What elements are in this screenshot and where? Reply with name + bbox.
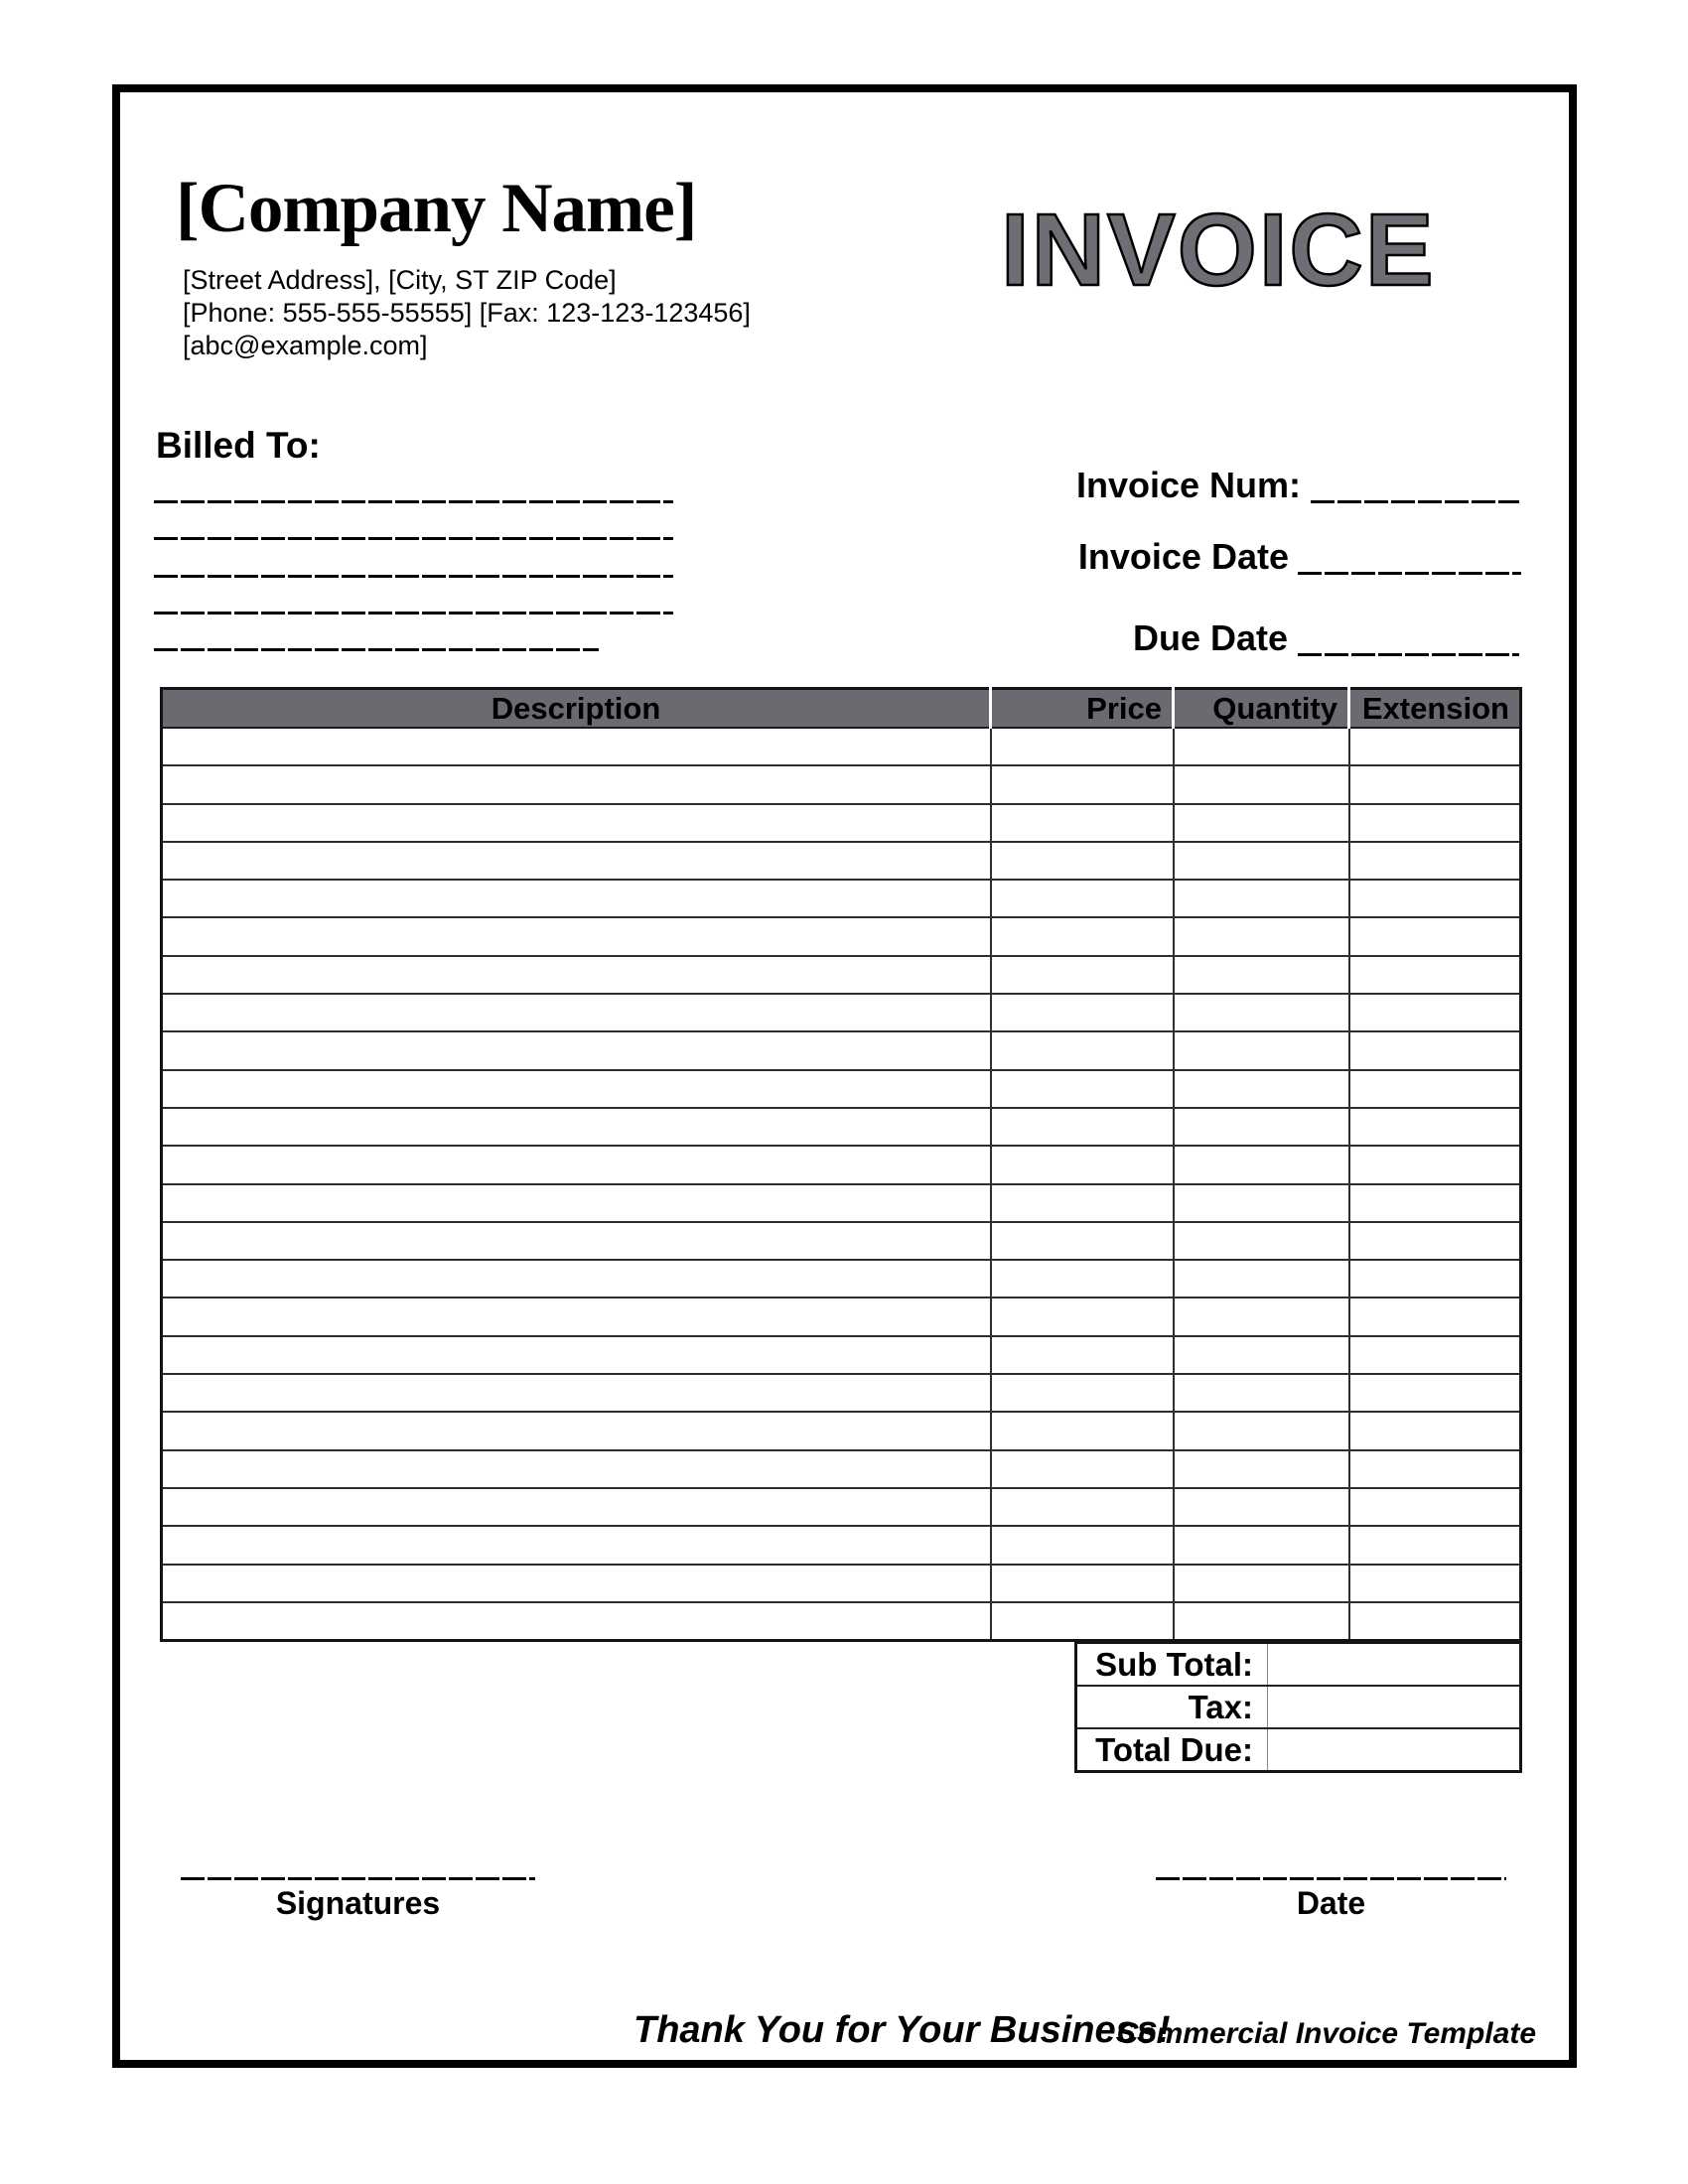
- totals-label-0: Sub Total:: [1076, 1643, 1268, 1687]
- billed-to-line-3[interactable]: [154, 575, 673, 578]
- table-cell-empty[interactable]: [162, 1146, 991, 1183]
- column-header-price: Price: [991, 689, 1174, 729]
- table-cell-empty[interactable]: [1349, 880, 1521, 917]
- table-cell-empty[interactable]: [1174, 1488, 1349, 1526]
- table-cell-empty[interactable]: [1174, 1336, 1349, 1374]
- table-cell-empty[interactable]: [991, 1297, 1174, 1335]
- table-row: [162, 1031, 1521, 1069]
- due-date-line[interactable]: [1298, 653, 1519, 656]
- table-cell-empty[interactable]: [1349, 842, 1521, 880]
- table-cell-empty[interactable]: [162, 917, 991, 955]
- table-cell-empty[interactable]: [1174, 1297, 1349, 1335]
- table-cell-empty[interactable]: [991, 1412, 1174, 1449]
- date-line[interactable]: [1156, 1877, 1506, 1880]
- table-cell-empty[interactable]: [162, 1374, 991, 1412]
- table-cell-empty[interactable]: [162, 880, 991, 917]
- table-cell-empty[interactable]: [991, 1488, 1174, 1526]
- table-cell-empty[interactable]: [1174, 1260, 1349, 1297]
- table-cell-empty[interactable]: [1349, 1336, 1521, 1374]
- table-cell-empty[interactable]: [991, 765, 1174, 803]
- company-address: [183, 264, 751, 362]
- table-cell-empty[interactable]: [991, 1146, 1174, 1183]
- table-cell-empty[interactable]: [991, 804, 1174, 842]
- table-cell-empty[interactable]: [1349, 994, 1521, 1031]
- table-row: [162, 765, 1521, 803]
- table-cell-empty[interactable]: [991, 1374, 1174, 1412]
- table-cell-empty[interactable]: [1349, 1374, 1521, 1412]
- table-cell-empty[interactable]: [162, 1070, 991, 1108]
- table-row: [162, 1602, 1521, 1641]
- table-cell-empty[interactable]: [162, 1565, 991, 1602]
- table-cell-empty[interactable]: [162, 1488, 991, 1526]
- table-cell-empty[interactable]: [162, 1222, 991, 1260]
- table-cell-empty[interactable]: [991, 1450, 1174, 1488]
- totals-value-1[interactable]: [1268, 1686, 1521, 1728]
- table-cell-empty[interactable]: [1174, 1602, 1349, 1641]
- due-date-label: Due Date: [1132, 617, 1288, 658]
- table-cell-empty[interactable]: [1174, 880, 1349, 917]
- table-cell-empty[interactable]: [991, 1602, 1174, 1641]
- table-cell-empty[interactable]: [162, 1108, 991, 1146]
- table-cell-empty[interactable]: [1174, 728, 1349, 765]
- table-row: [162, 1146, 1521, 1183]
- table-cell-empty[interactable]: [1174, 1222, 1349, 1260]
- table-cell-empty[interactable]: [162, 1526, 991, 1564]
- table-row: [162, 1488, 1521, 1526]
- invoice-title: INVOICE: [1001, 193, 1436, 307]
- column-header-extension: Extension: [1349, 689, 1521, 729]
- table-row: [162, 1070, 1521, 1108]
- footer-template-name: Commercial Invoice Template: [1116, 2017, 1536, 2050]
- table-cell-empty[interactable]: [991, 956, 1174, 994]
- table-cell-empty[interactable]: [1174, 1412, 1349, 1449]
- table-row: [162, 1184, 1521, 1222]
- table-cell-empty[interactable]: [1174, 1374, 1349, 1412]
- table-row: [162, 956, 1521, 994]
- table-cell-empty[interactable]: [162, 842, 991, 880]
- table-cell-empty[interactable]: [162, 1297, 991, 1335]
- totals-value-0[interactable]: [1268, 1643, 1521, 1687]
- items-table: [160, 687, 1522, 1642]
- company-name: [Company Name]: [176, 170, 697, 247]
- table-cell-empty[interactable]: [1174, 994, 1349, 1031]
- table-cell-empty[interactable]: [1174, 1070, 1349, 1108]
- totals-label-1: Tax:: [1076, 1686, 1268, 1728]
- table-row: [162, 804, 1521, 842]
- billed-to-line-5[interactable]: [154, 648, 599, 651]
- table-cell-empty[interactable]: [162, 1412, 991, 1449]
- footer-thank-you: Thank You for Your Business!: [633, 2009, 1171, 2051]
- column-header-quantity: Quantity: [1174, 689, 1349, 729]
- table-cell-empty[interactable]: [991, 1336, 1174, 1374]
- table-cell-empty[interactable]: [1174, 1108, 1349, 1146]
- table-cell-empty[interactable]: [991, 880, 1174, 917]
- table-cell-empty[interactable]: [1174, 1450, 1349, 1488]
- billed-to-line-4[interactable]: [154, 612, 673, 614]
- table-cell-empty[interactable]: [1349, 765, 1521, 803]
- date-label: Date: [1296, 1885, 1366, 1921]
- table-cell-empty[interactable]: [991, 1526, 1174, 1564]
- table-cell-empty[interactable]: [991, 1260, 1174, 1297]
- company-address-line1: [Street Address], [City, ST ZIP Code]: [183, 265, 617, 295]
- table-cell-empty[interactable]: [162, 956, 991, 994]
- billed-to-line-2[interactable]: [154, 537, 673, 540]
- table-cell-empty[interactable]: [162, 1260, 991, 1297]
- table-cell-empty[interactable]: [991, 1108, 1174, 1146]
- totals-row: [1076, 1728, 1521, 1772]
- table-cell-empty[interactable]: [991, 994, 1174, 1031]
- table-row: [162, 1297, 1521, 1335]
- table-row: [162, 1412, 1521, 1449]
- table-cell-empty[interactable]: [1349, 1602, 1521, 1641]
- table-cell-empty[interactable]: [1174, 917, 1349, 955]
- table-cell-empty[interactable]: [991, 1031, 1174, 1069]
- table-cell-empty[interactable]: [991, 842, 1174, 880]
- totals-row: [1076, 1643, 1521, 1687]
- totals-table: [1074, 1641, 1522, 1773]
- table-row: [162, 917, 1521, 955]
- invoice-date-line[interactable]: [1298, 572, 1521, 575]
- totals-label-2: Total Due:: [1076, 1728, 1268, 1772]
- table-row: [162, 1374, 1521, 1412]
- table-cell-empty[interactable]: [1349, 956, 1521, 994]
- column-header-description: Description: [162, 689, 991, 729]
- table-cell-empty[interactable]: [1349, 1222, 1521, 1260]
- invoice-num-line[interactable]: [1311, 500, 1519, 503]
- table-cell-empty[interactable]: [1349, 1108, 1521, 1146]
- table-row: [162, 728, 1521, 765]
- company-address-line3: [abc@example.com]: [183, 331, 428, 360]
- table-cell-empty[interactable]: [1349, 728, 1521, 765]
- invoice-num-label: Invoice Num:: [1075, 465, 1301, 505]
- table-cell-empty[interactable]: [991, 728, 1174, 765]
- table-cell-empty[interactable]: [162, 1184, 991, 1222]
- table-cell-empty[interactable]: [162, 728, 991, 765]
- table-cell-empty[interactable]: [162, 1031, 991, 1069]
- billed-to-label: Billed To:: [156, 425, 321, 466]
- table-cell-empty[interactable]: [1174, 1526, 1349, 1564]
- table-cell-empty[interactable]: [1349, 1450, 1521, 1488]
- table-cell-empty[interactable]: [1174, 1565, 1349, 1602]
- table-cell-empty[interactable]: [162, 1450, 991, 1488]
- table-cell-empty[interactable]: [1174, 1031, 1349, 1069]
- table-row: [162, 1222, 1521, 1260]
- table-cell-empty[interactable]: [1349, 1070, 1521, 1108]
- table-cell-empty[interactable]: [1349, 1412, 1521, 1449]
- table-cell-empty[interactable]: [162, 1602, 991, 1641]
- table-cell-empty[interactable]: [162, 765, 991, 803]
- table-cell-empty[interactable]: [1349, 1184, 1521, 1222]
- table-row: [162, 1526, 1521, 1564]
- totals-value-2[interactable]: [1268, 1728, 1521, 1772]
- table-cell-empty[interactable]: [1349, 1260, 1521, 1297]
- invoice-date-label: Invoice Date: [1077, 536, 1289, 577]
- table-cell-empty[interactable]: [991, 1222, 1174, 1260]
- table-row: [162, 994, 1521, 1031]
- table-cell-empty[interactable]: [1349, 1146, 1521, 1183]
- table-cell-empty[interactable]: [1349, 1565, 1521, 1602]
- table-cell-empty[interactable]: [991, 1070, 1174, 1108]
- table-row: [162, 1108, 1521, 1146]
- table-row: [162, 1565, 1521, 1602]
- table-cell-empty[interactable]: [991, 917, 1174, 955]
- table-row: [162, 1260, 1521, 1297]
- signature-label: Signatures: [275, 1885, 441, 1921]
- table-cell-empty[interactable]: [1174, 765, 1349, 803]
- totals-row: [1076, 1686, 1521, 1728]
- table-cell-empty[interactable]: [1349, 804, 1521, 842]
- table-cell-empty[interactable]: [1174, 956, 1349, 994]
- table-cell-empty[interactable]: [1349, 1297, 1521, 1335]
- table-cell-empty[interactable]: [1349, 917, 1521, 955]
- table-cell-empty[interactable]: [1174, 1146, 1349, 1183]
- table-cell-empty[interactable]: [162, 1336, 991, 1374]
- items-table-header: [162, 689, 1521, 729]
- table-cell-empty[interactable]: [1174, 804, 1349, 842]
- billed-to-line-1[interactable]: [154, 500, 673, 503]
- table-cell-empty[interactable]: [1174, 842, 1349, 880]
- signature-line[interactable]: [181, 1877, 535, 1880]
- table-cell-empty[interactable]: [1349, 1488, 1521, 1526]
- table-row: [162, 1336, 1521, 1374]
- company-address-line2: [Phone: 555-555-55555] [Fax: 123-123-123456]: [183, 298, 751, 328]
- table-row: [162, 880, 1521, 917]
- table-cell-empty[interactable]: [991, 1184, 1174, 1222]
- table-cell-empty[interactable]: [162, 994, 991, 1031]
- table-row: [162, 1450, 1521, 1488]
- table-cell-empty[interactable]: [1349, 1031, 1521, 1069]
- table-cell-empty[interactable]: [1174, 1184, 1349, 1222]
- table-cell-empty[interactable]: [991, 1565, 1174, 1602]
- table-cell-empty[interactable]: [1349, 1526, 1521, 1564]
- table-row: [162, 842, 1521, 880]
- table-cell-empty[interactable]: [162, 804, 991, 842]
